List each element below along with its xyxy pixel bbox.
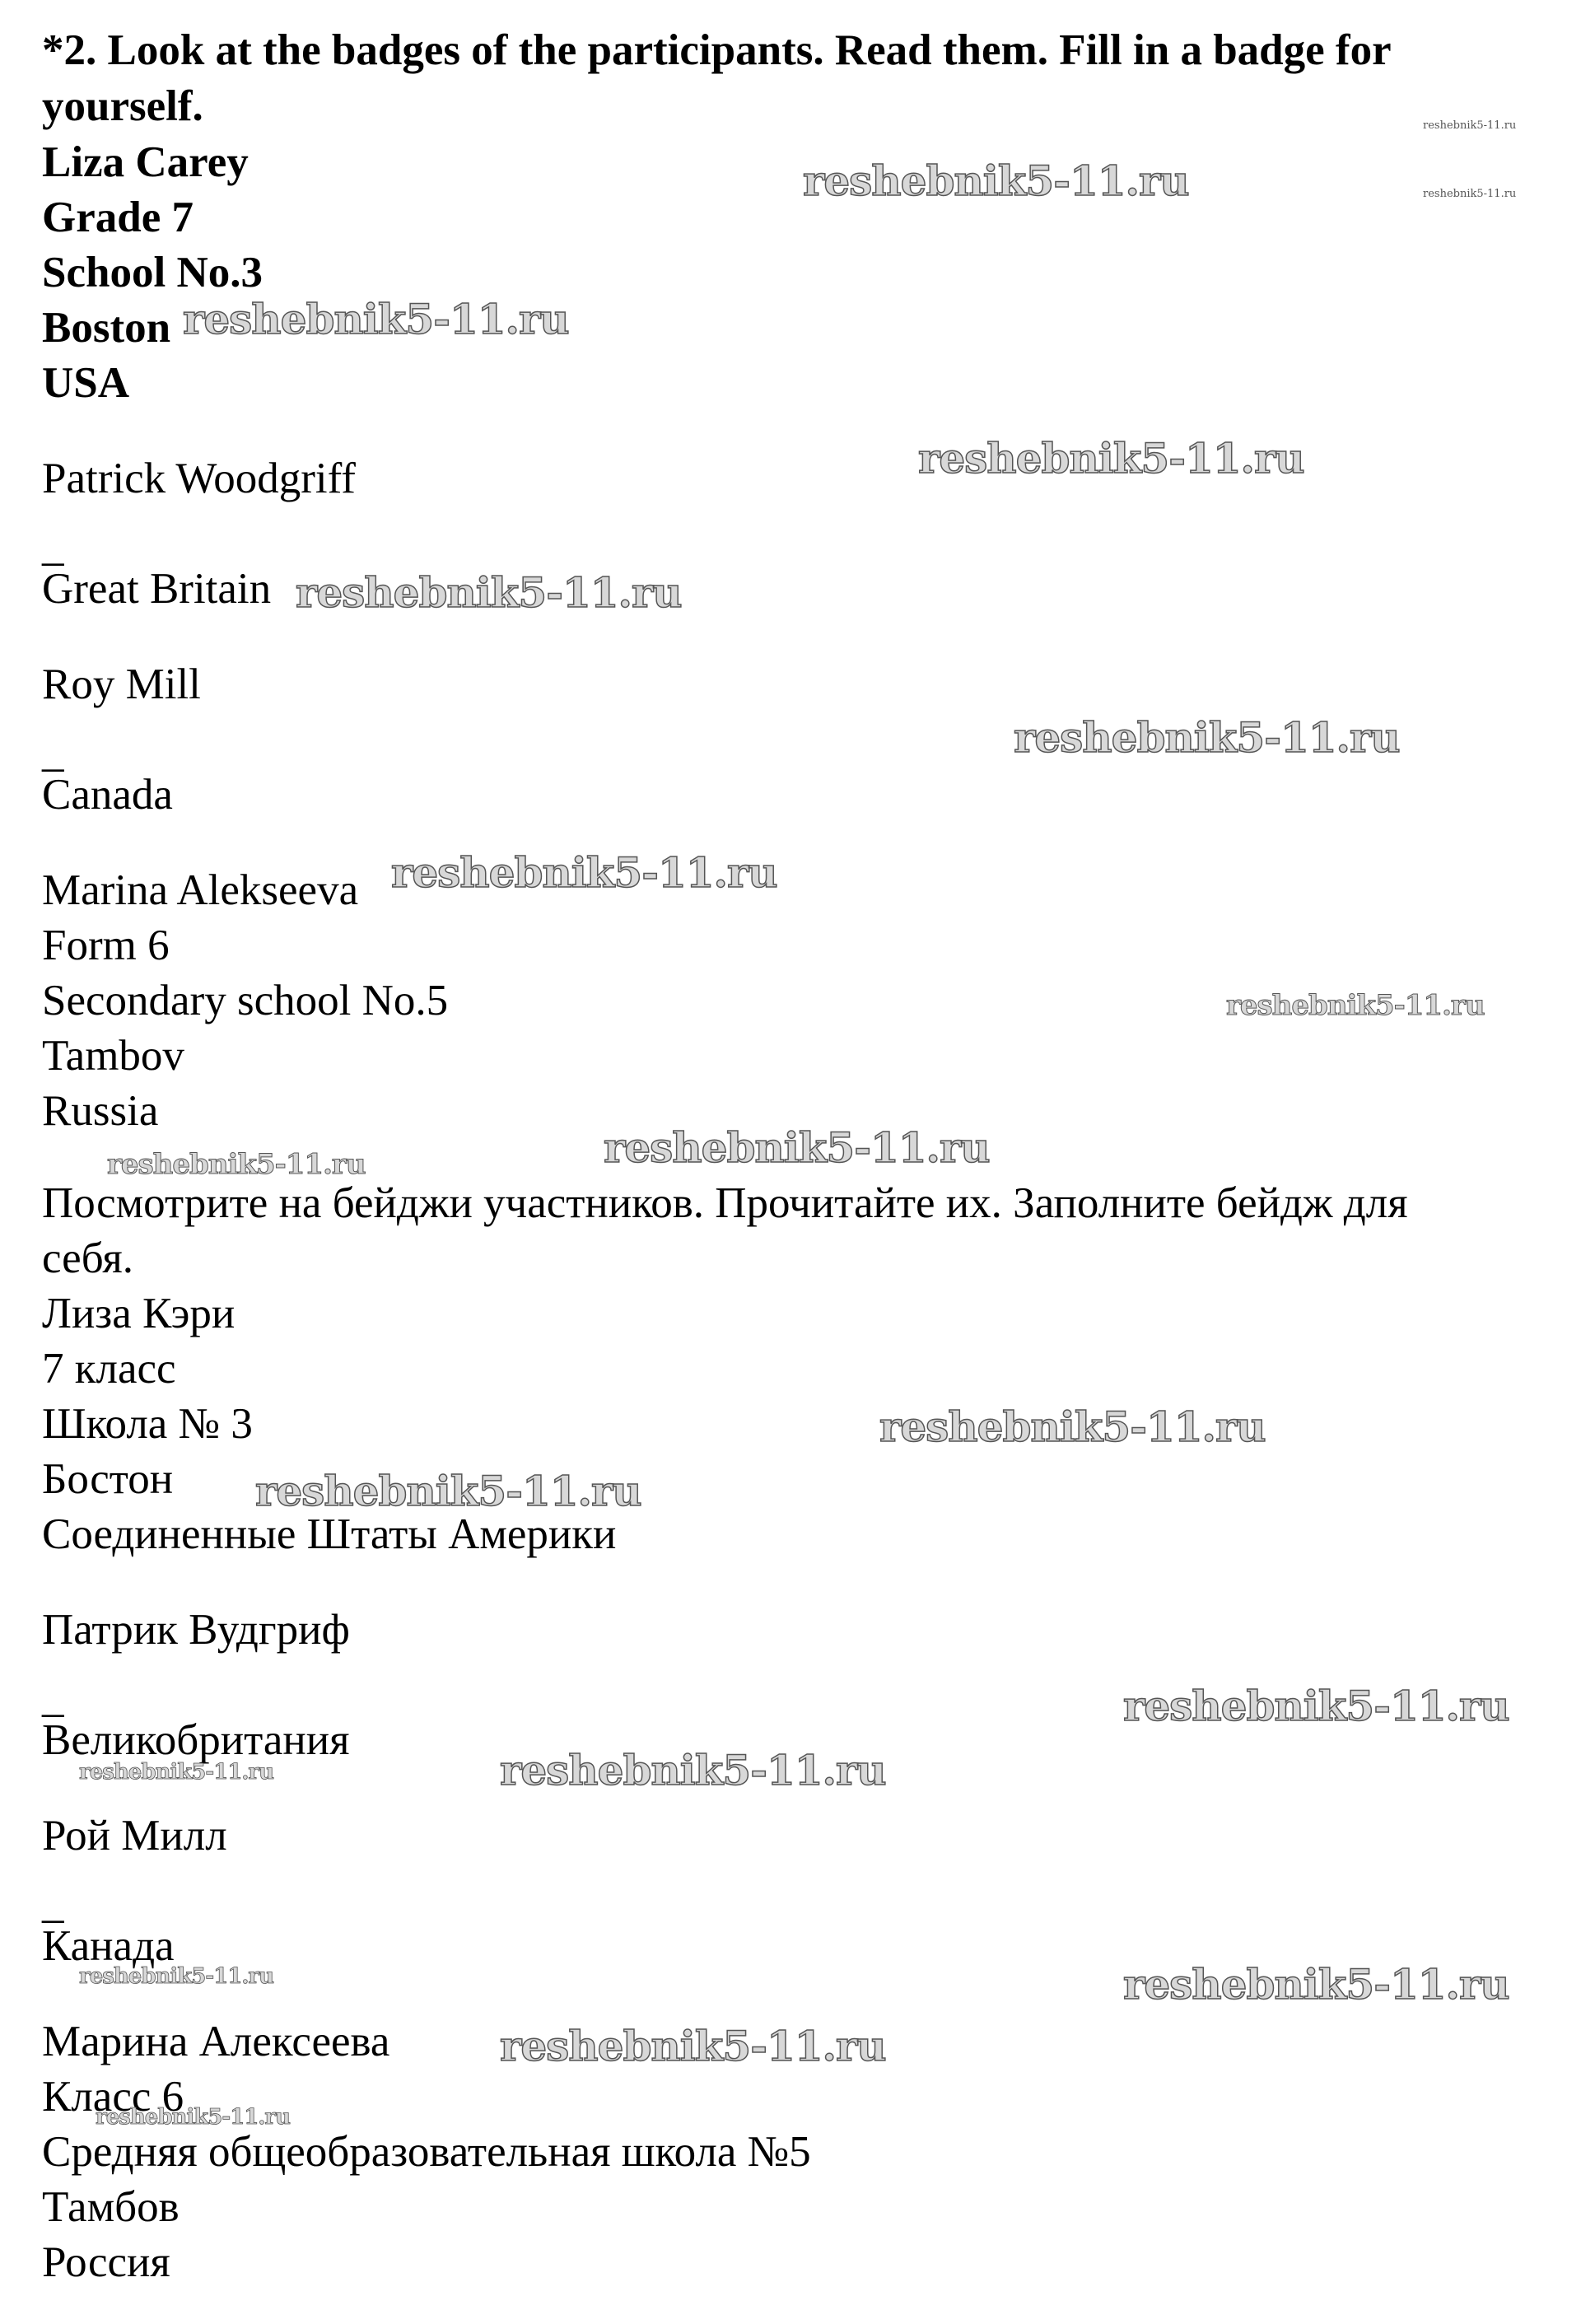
watermark: reshebnik5-11.ru [500,2022,886,2070]
watermark: reshebnik5-11.ru [918,434,1304,483]
badge-marina-form: Form 6 [42,922,170,969]
watermark: reshebnik5-11.ru [296,568,682,617]
badge-marina-city: Tambov [42,1032,184,1080]
translation-patrick-country: Великобритания [42,1716,350,1764]
watermark: reshebnik5-11.ru [1226,989,1485,1022]
watermark: reshebnik5-11.ru [1123,1682,1509,1730]
watermark: reshebnik5-11.ru [255,1467,641,1515]
watermark: reshebnik5-11.ru [604,1123,990,1172]
translation-liza-name: Лиза Кэри [42,1290,236,1337]
watermark: reshebnik5-11.ru [183,295,569,343]
translation-marina-city: Тамбов [42,2183,180,2231]
translation-patrick-blank: _ [42,1673,64,1721]
watermark: reshebnik5-11.ru [1423,188,1517,200]
badge-roy-blank: _ [42,728,64,776]
watermark: reshebnik5-11.ru [79,1760,274,1785]
badge-patrick-name: Patrick Woodgriff [42,455,356,502]
watermark: reshebnik5-11.ru [500,1746,886,1794]
badge-liza-school: School No.3 [42,249,263,296]
badge-marina-country: Russia [42,1087,159,1135]
badge-liza-country: USA [42,359,130,407]
watermark: reshebnik5-11.ru [879,1402,1266,1451]
badge-roy-name: Roy Mill [42,660,201,708]
translation-liza-school: Школа № 3 [42,1400,253,1448]
translation-roy-blank: _ [42,1879,64,1927]
badge-marina-name: Marina Alekseeva [42,866,359,914]
watermark: reshebnik5-11.ru [107,1148,366,1181]
watermark: reshebnik5-11.ru [96,2105,291,2130]
translation-marina-name: Марина Алексеева [42,2018,390,2065]
watermark: reshebnik5-11.ru [1123,1960,1509,2009]
task-title-line-1: *2. Look at the badges of the participants. Read them. Fill in a badge for [42,26,1392,74]
translation-task-line-1: Посмотрите на бейджи участников. Прочитайте их. Заполните бейдж для [42,1179,1408,1227]
watermark: reshebnik5-11.ru [1423,119,1517,132]
translation-liza-grade: 7 класс [42,1345,176,1393]
badge-liza-name: Liza Carey [42,138,249,186]
translation-task-line-2: себя. [42,1234,133,1282]
translation-liza-city: Бостон [42,1455,174,1503]
translation-marina-school: Средняя общеобразовательная школа №5 [42,2128,811,2176]
translation-roy-name: Рой Милл [42,1812,227,1860]
translation-liza-country: Соединенные Штаты Америки [42,1510,617,1558]
badge-patrick-country: Great Britain [42,565,272,613]
badge-patrick-blank: _ [42,522,64,570]
translation-patrick-name: Патрик Вудгриф [42,1606,350,1654]
translation-marina-country: Россия [42,2238,170,2286]
badge-marina-school: Secondary school No.5 [42,977,449,1024]
badge-roy-country: Canada [42,771,173,819]
watermark: reshebnik5-11.ru [803,156,1189,205]
watermark: reshebnik5-11.ru [79,1964,274,1989]
badge-liza-grade: Grade 7 [42,194,194,241]
translation-marina-form: Класс 6 [42,2073,184,2121]
watermark: reshebnik5-11.ru [1014,713,1400,762]
badge-liza-city: Boston [42,304,171,352]
watermark: reshebnik5-11.ru [391,848,777,897]
translation-roy-country: Канада [42,1922,175,1970]
task-title-line-2: yourself. [42,82,203,130]
